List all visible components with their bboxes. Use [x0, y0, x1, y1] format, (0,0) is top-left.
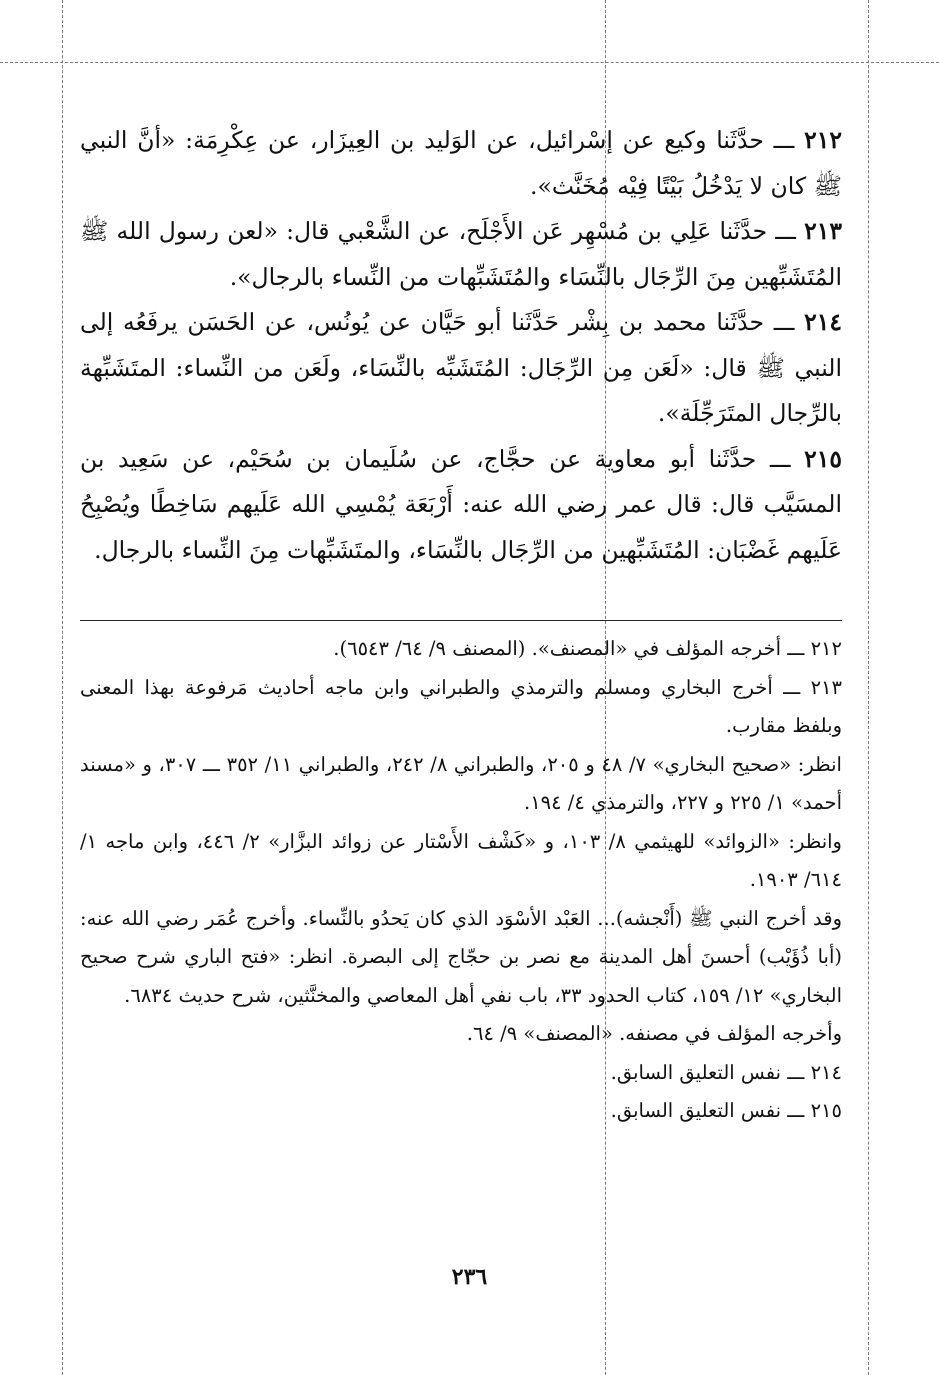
- footnote-213-para-2: وانظر: «الزوائد» للهيثمي ٨/ ١٠٣، و «كَشْف الأَسْتار عن زوائد البزَّار» ٢/ ٤٤٦، وابن ماجه ١/ ٦١٤/ ١٩٠٣.: [80, 829, 842, 891]
- hadith-text: ـــ حدَّثَنا وكيع عن إسْرائيل، عن الوَليد بن العِيزَار، عن عِكْرِمَة: «أنَّ النبي ﷺ كان لا يَدْخُلُ بَيْتًا فِيْه مُخَنَّث».: [80, 126, 842, 200]
- footnote-number: ٢١٥: [810, 1099, 842, 1122]
- footnote-212: [80, 630, 842, 669]
- hadith-text: ـــ حدَّثَنا أبو معاوية عن حجَّاج، عن سُلَيمان بن سُحَيْم، عن سَعِيد بن المسَيَّب قال: قال عمر رضي الله عنه: أَرْبَعَة يُمْسِي الله عَلَيهم سَاخِطًا ويُصْبِحُ عَلَيهم غَضْبَان: المُتَشَبِّهين من الرِّجَال بالنِّسَاء، والمتَشَبِّهات مِنَ النِّساء بالرجال.: [80, 444, 842, 564]
- hadith-body: [80, 118, 842, 573]
- footnote-number: ٢١٢: [810, 637, 842, 660]
- footnote-text: ـــ نفس التعليق السابق.: [610, 1060, 805, 1084]
- page-number: ٢٣٦: [451, 1264, 488, 1290]
- footnote-215: [80, 1092, 842, 1131]
- hadith-number: ٢١٥: [804, 444, 842, 473]
- hadith-number: ٢١٣: [804, 217, 842, 245]
- footnote-text: ـــ نفس التعليق السابق.: [610, 1099, 805, 1122]
- hadith-text: ـــ حدَّثَنا عَلِي بن مُسْهِر عَن الأَجْلَح، عن الشَّعْبي قال: «لعن رسول الله ﷺ المُتَشَبِّهين مِنَ الرِّجَال بالنِّسَاء والمُتَشَبِّهات من النِّساء بالرجال».: [80, 217, 842, 291]
- crop-guide-left: [62, 0, 63, 1375]
- footnote-text: ـــ أخرجه المؤلف في «المصنف». (المصنف ٩/ ٦٤/ ٦٥٤٣).: [333, 637, 805, 660]
- crop-guide-top: [0, 62, 939, 63]
- hadith-213: [80, 209, 842, 300]
- hadith-text: ـــ حدَّثَنا محمد بن بِشْر حَدَّثَنا أبو حَيَّان عن يُونُس، عن الحَسَن يرفَعُه إلى النبي ﷺ قال: «لَعَن مِن الرِّجَال: المُتَشَبِّه بالنِّسَاء، ولَعَن من النِّساء: المتَشَبِّهة بالرِّجال المتَرَجِّلَة».: [80, 308, 842, 427]
- footnote-number: ٢١٤: [810, 1060, 842, 1084]
- footnote-213-para-4: وأخرجه المؤلف في مصنفه. «المصنف» ٩/ ٦٤.: [466, 1022, 842, 1045]
- crop-guide-right: [868, 0, 869, 1375]
- footnote-213-para-1: انظر: «صحيح البخاري» ٧/ ٤٨ و ٢٠٥، والطبراني ٨/ ٢٤٢، والطبراني ١١/ ٣٥٢ ـــ ٣٠٧، و «مسند أحمد» ١/ ٢٢٥ و ٢٢٧، والترمذي ٤/ ١٩٤.: [80, 752, 842, 814]
- hadith-212: [80, 118, 842, 209]
- hadith-number: ٢١٤: [804, 308, 842, 336]
- footnote-text: ـــ أخرج البخاري ومسلم والترمذي والطبراني وابن ماجه أحاديث مَرفوعة بهذا المعنى وبلفظ مقارب.: [80, 675, 842, 737]
- footnotes: [80, 630, 842, 1131]
- hadith-number: ٢١٢: [804, 126, 842, 154]
- footnote-213-para-3: وقد أخرج النبي ﷺ (أَنْجشه)... العَبْد الأسْوَد الذي كان يَحدُو بالنِّساء. وأخرج عُمَر رضي الله عنه: (أبا ذُؤَيْب) أحسنَ أهل المدينة مع نصر بن حجّاج إلى البصرة. انظر: «فتح الباري شرح صحيح البخاري» ١٢/ ١٥٩، كتاب الحدود ٣٣، باب نفي أهل المعاصي والمخنَّثين، شرح حديث ٦٨٣٤.: [80, 906, 842, 1007]
- footnote-213: [80, 669, 842, 746]
- footnote-214: [80, 1054, 842, 1093]
- hadith-214: [80, 300, 842, 437]
- hadith-215: [80, 437, 842, 574]
- footnote-divider: [80, 620, 842, 621]
- footnote-number: ٢١٣: [810, 675, 842, 699]
